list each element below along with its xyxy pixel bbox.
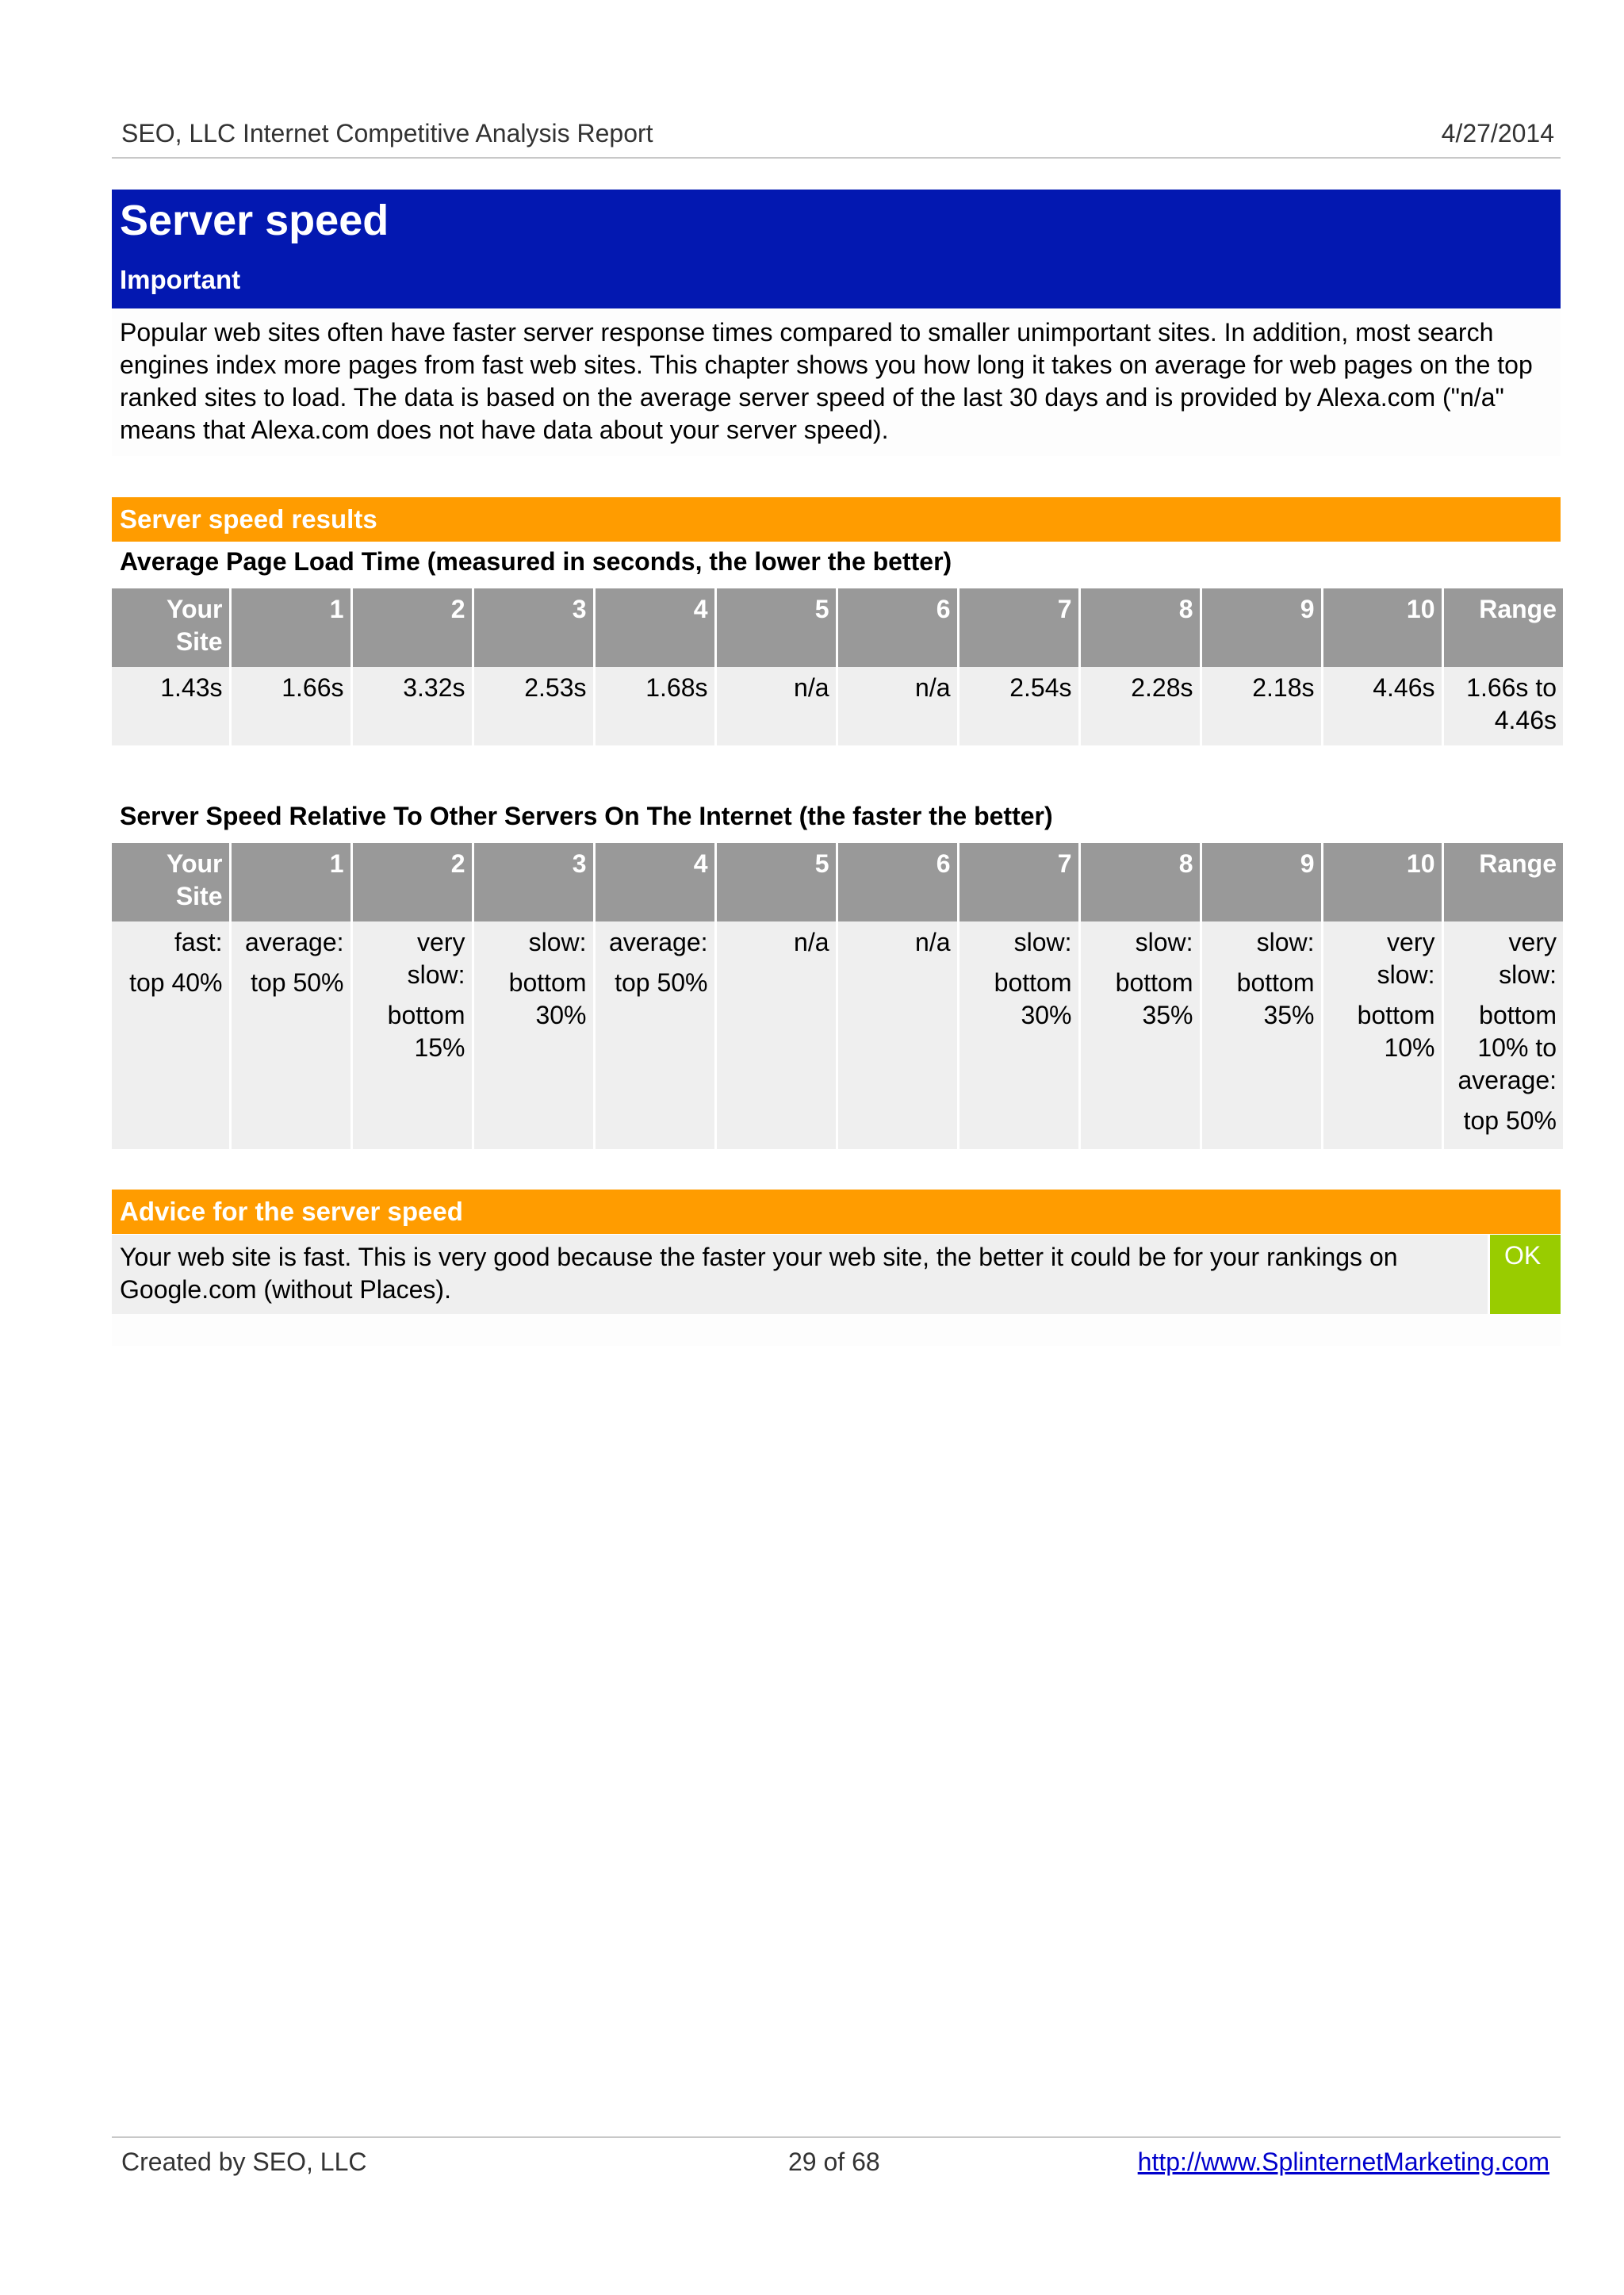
importance-label: Important	[120, 265, 241, 294]
relative-speed-title: Server Speed Relative To Other Servers On The Internet (the faster the better)	[120, 802, 1053, 830]
relative-speed-table	[112, 843, 1563, 1149]
report-title: SEO, LLC Internet Competitive Analysis Report	[121, 119, 653, 148]
speed-percentile: top 50%	[251, 968, 344, 997]
section-title-band	[112, 190, 1561, 308]
load-time-cell: 2.18s	[1201, 667, 1322, 745]
speed-category: fast:	[174, 928, 223, 956]
load-time-cell: 3.32s	[351, 667, 473, 745]
relative-speed-cell	[594, 921, 715, 1149]
speed-percentile: bottom 15%	[387, 1001, 465, 1062]
load-time-cell: 2.54s	[958, 667, 1079, 745]
page-header	[112, 117, 1561, 159]
relative-speed-cell	[1322, 921, 1442, 1149]
speed-category: slow:	[1256, 928, 1315, 956]
speed-category: slow:	[1135, 928, 1193, 956]
load-time-col-5: 5	[715, 588, 837, 667]
speed-category: slow:	[528, 928, 587, 956]
relative-speed-col-5: 5	[715, 843, 837, 921]
relative-speed-col-6: 6	[837, 843, 958, 921]
load-time-col-your-site: Your Site	[112, 588, 230, 667]
section-bottom-fill	[112, 1314, 1561, 1346]
load-time-col-range: Range	[1442, 588, 1563, 667]
status-label: OK	[1504, 1241, 1542, 1270]
relative-speed-col-4: 4	[594, 843, 715, 921]
load-time-cell: 1.43s	[112, 667, 230, 745]
speed-category: slow:	[1013, 928, 1072, 956]
relative-speed-col-your-site: Your Site	[112, 843, 230, 921]
relative-speed-col-3: 3	[473, 843, 594, 921]
load-time-col-1: 1	[230, 588, 351, 667]
relative-speed-cell	[1079, 921, 1201, 1149]
relative-speed-col-2: 2	[351, 843, 473, 921]
report-page	[112, 0, 1561, 2295]
speed-percentile: bottom 35%	[1115, 968, 1193, 1029]
relative-speed-cell	[958, 921, 1079, 1149]
load-time-cell: n/a	[715, 667, 837, 745]
load-time-col-4: 4	[594, 588, 715, 667]
relative-speed-cell	[715, 921, 837, 1149]
speed-percentile: bottom 30%	[508, 968, 587, 1029]
advice-heading: Advice for the server speed	[120, 1197, 463, 1226]
relative-speed-cell	[351, 921, 473, 1149]
speed-category: very slow:	[1499, 928, 1557, 989]
relative-speed-col-9: 9	[1201, 843, 1322, 921]
relative-speed-col-1: 1	[230, 843, 351, 921]
load-time-value-row	[112, 667, 1563, 745]
relative-speed-col-10: 10	[1322, 843, 1442, 921]
load-time-cell: 1.66s to 4.46s	[1442, 667, 1563, 745]
load-time-header-row	[112, 588, 1563, 667]
load-time-col-10: 10	[1322, 588, 1442, 667]
intro-text: Popular web sites often have faster server response times compared to smaller unimportant sites. In addition, most search engines index more pages from fast web sites. This chapter shows you how long it takes on average for web pages on the top ranked sites to load. The data is based on the average server speed of the last 30 days and is provided by Alexa.com ("n/a" means that Alexa.com does not have data about your server speed).	[120, 318, 1533, 444]
speed-category: n/a	[794, 928, 829, 956]
speed-percentile: bottom 10%	[1357, 1001, 1435, 1062]
load-time-cell: n/a	[837, 667, 958, 745]
relative-speed-value-row	[112, 921, 1563, 1149]
relative-speed-col-range: Range	[1442, 843, 1563, 921]
load-time-cell: 4.46s	[1322, 667, 1442, 745]
intro-panel	[112, 308, 1561, 456]
report-date: 4/27/2014	[1441, 119, 1554, 148]
load-time-cell: 2.28s	[1079, 667, 1201, 745]
load-time-title: Average Page Load Time (measured in seconds, the lower the better)	[120, 547, 952, 576]
page-footer	[112, 2136, 1561, 2186]
advice-row	[112, 1235, 1561, 1314]
speed-percentile: top 50%	[1463, 1106, 1557, 1135]
relative-speed-header-row	[112, 843, 1563, 921]
speed-category: average:	[244, 928, 344, 956]
results-heading-bar	[112, 497, 1561, 542]
relative-speed-cell	[1201, 921, 1322, 1149]
speed-category: n/a	[915, 928, 951, 956]
advice-text: Your web site is fast. This is very good because the faster your web site, the better it could be for your rankings on Google.com (without Places).	[120, 1243, 1398, 1304]
speed-percentile: bottom 10% to average:	[1457, 1001, 1557, 1094]
speed-percentile: bottom 35%	[1236, 968, 1315, 1029]
load-time-col-8: 8	[1079, 588, 1201, 667]
speed-percentile: top 40%	[129, 968, 223, 997]
footer-link[interactable]: http://www.SplinternetMarketing.com	[1137, 2147, 1549, 2176]
relative-speed-col-7: 7	[958, 843, 1079, 921]
page-number: 29 of 68	[788, 2147, 880, 2176]
advice-heading-bar	[112, 1190, 1561, 1234]
advice-text-cell	[112, 1235, 1488, 1314]
created-by: Created by SEO, LLC	[121, 2147, 367, 2176]
load-time-col-7: 7	[958, 588, 1079, 667]
load-time-table	[112, 588, 1563, 745]
relative-speed-cell	[230, 921, 351, 1149]
speed-percentile: top 50%	[615, 968, 708, 997]
relative-speed-cell	[837, 921, 958, 1149]
load-time-col-9: 9	[1201, 588, 1322, 667]
load-time-cell: 1.68s	[594, 667, 715, 745]
load-time-cell: 1.66s	[230, 667, 351, 745]
status-badge	[1490, 1235, 1561, 1314]
load-time-col-6: 6	[837, 588, 958, 667]
speed-category: very slow:	[407, 928, 465, 989]
load-time-cell: 2.53s	[473, 667, 594, 745]
load-time-col-2: 2	[351, 588, 473, 667]
relative-speed-col-8: 8	[1079, 843, 1201, 921]
speed-percentile: bottom 30%	[994, 968, 1072, 1029]
relative-speed-cell	[1442, 921, 1563, 1149]
speed-category: very slow:	[1377, 928, 1435, 989]
section-title: Server speed	[120, 197, 389, 244]
relative-speed-cell	[112, 921, 230, 1149]
relative-speed-cell	[473, 921, 594, 1149]
results-heading: Server speed results	[120, 504, 377, 534]
load-time-col-3: 3	[473, 588, 594, 667]
speed-category: average:	[608, 928, 708, 956]
